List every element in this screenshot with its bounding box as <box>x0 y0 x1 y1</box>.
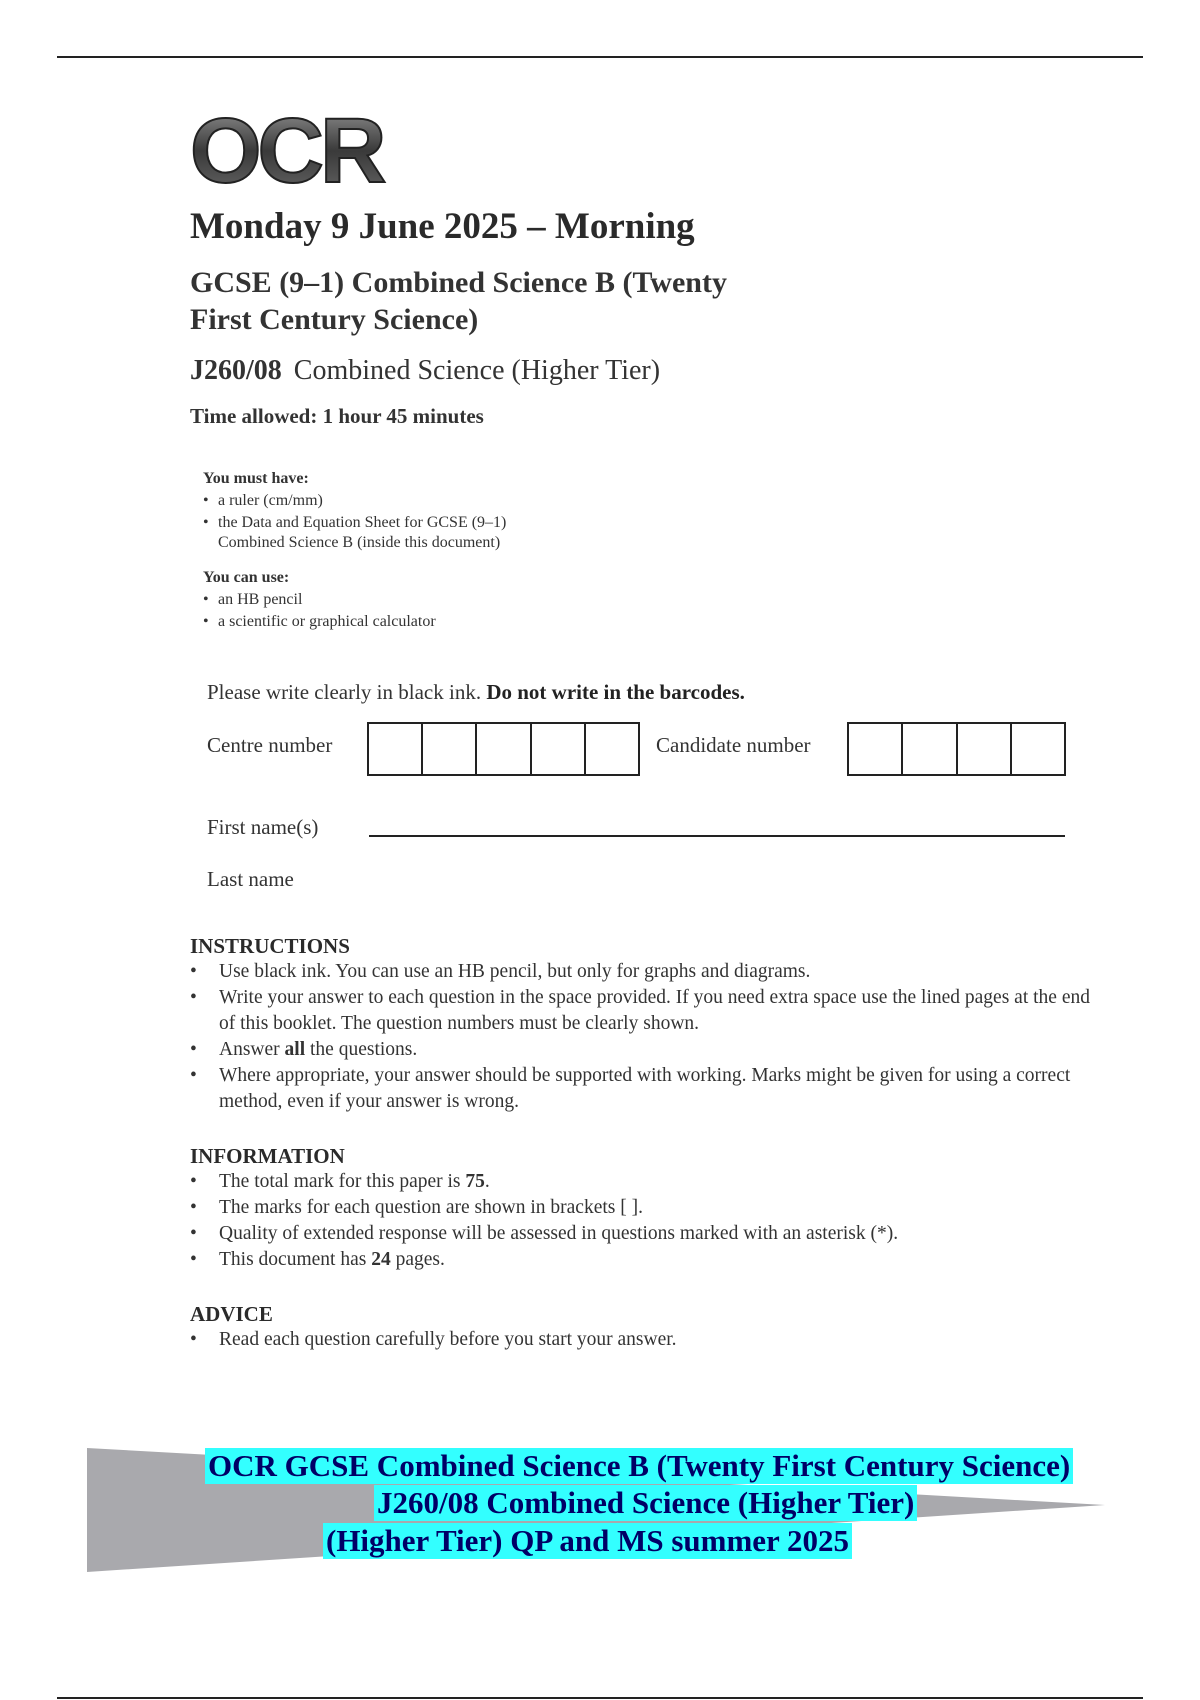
centre-number-boxes[interactable] <box>367 722 640 776</box>
centre-number-label: Centre number <box>207 733 333 757</box>
must-have-heading: You must have: <box>203 470 309 487</box>
paper-code-line <box>190 355 660 387</box>
advice-heading: ADVICE <box>190 1302 273 1326</box>
bottom-rule <box>57 1697 1143 1699</box>
information-item: • Quality of extended response will be assessed in questions marked with an asterisk (*). <box>190 1221 1090 1247</box>
can-use-block <box>203 566 436 633</box>
information-text: This document has <box>219 1249 372 1270</box>
banner-line-1: OCR GCSE Combined Science B (Twenty First Century Science) <box>205 1448 1073 1484</box>
instruction-item <box>190 1037 1090 1063</box>
candidate-number-label: Candidate number <box>656 733 811 757</box>
can-use-item: • an HB pencil <box>203 589 436 611</box>
centre-number-box[interactable] <box>369 724 423 774</box>
barcode-warning: Do not write in the barcodes. <box>486 680 745 704</box>
banner-line-3: (Higher Tier) QP and MS summer 2025 <box>323 1523 852 1559</box>
instruction-item: • Where appropriate, your answer should be supported with working. Marks might be given for using a correct method, even if your answer is wrong. <box>190 1063 1090 1115</box>
paper-code: J260/08 <box>190 355 282 386</box>
information-item <box>190 1247 1090 1273</box>
must-have-block <box>203 467 506 552</box>
instruction-emphasis: all <box>284 1039 306 1060</box>
course-title-line2: First Century Science) <box>190 303 479 336</box>
information-item <box>190 1169 1090 1195</box>
time-allowed: Time allowed: 1 hour 45 minutes <box>190 404 484 428</box>
logo-text: OCR <box>190 112 383 192</box>
course-title <box>190 264 727 338</box>
information-text: pages. <box>390 1249 445 1270</box>
candidate-number-boxes[interactable] <box>847 722 1066 776</box>
can-use-heading: You can use: <box>203 569 290 586</box>
ocr-logo <box>190 112 450 192</box>
instructions-section <box>190 933 1090 1115</box>
must-have-item: • a ruler (cm/mm) <box>203 490 506 512</box>
page-count: 24 <box>371 1249 391 1270</box>
paper-title: Combined Science (Higher Tier) <box>293 355 661 386</box>
first-name-line[interactable] <box>369 835 1065 837</box>
centre-number-box[interactable] <box>477 724 531 774</box>
information-item: • The marks for each question are shown in brackets [ ]. <box>190 1195 1090 1221</box>
candidate-number-box[interactable] <box>849 724 903 774</box>
centre-number-box[interactable] <box>532 724 586 774</box>
top-rule <box>57 56 1143 58</box>
instructions-heading: INSTRUCTIONS <box>190 934 350 958</box>
information-heading: INFORMATION <box>190 1144 345 1168</box>
first-name-label: First name(s) <box>207 815 319 839</box>
candidate-number-box[interactable] <box>1012 724 1064 774</box>
instruction-text: the questions. <box>305 1039 418 1060</box>
advice-item: • Read each question carefully before you start your answer. <box>190 1327 1090 1353</box>
instruction-text: Answer <box>219 1039 285 1060</box>
candidate-number-box[interactable] <box>903 724 957 774</box>
write-clearly-text: Please write clearly in black ink. <box>207 680 482 704</box>
instruction-item: • Write your answer to each question in the space provided. If you need extra space use the lined pages at the end of this booklet. The question numbers must be clearly shown. <box>190 985 1090 1037</box>
advice-section <box>190 1301 1090 1353</box>
exam-date: Monday 9 June 2025 – Morning <box>190 206 695 247</box>
centre-number-box[interactable] <box>586 724 638 774</box>
last-name-label: Last name <box>207 867 294 891</box>
banner-line-2: J260/08 Combined Science (Higher Tier) <box>374 1485 917 1521</box>
course-title-line1: GCSE (9–1) Combined Science B (Twenty <box>190 266 727 299</box>
information-text: The total mark for this paper is <box>219 1171 466 1192</box>
can-use-item: • a scientific or graphical calculator <box>203 611 436 633</box>
total-marks: 75 <box>465 1171 485 1192</box>
write-clearly-note <box>207 680 745 705</box>
instruction-item: • Use black ink. You can use an HB pencil, but only for graphs and diagrams. <box>190 959 1090 985</box>
centre-number-box[interactable] <box>423 724 477 774</box>
information-text: . <box>484 1171 490 1192</box>
must-have-item: • the Data and Equation Sheet for GCSE (9–1) <box>203 512 506 534</box>
information-section <box>190 1143 1090 1273</box>
must-have-item-continuation: Combined Science B (inside this document) <box>218 534 501 551</box>
candidate-number-box[interactable] <box>958 724 1012 774</box>
